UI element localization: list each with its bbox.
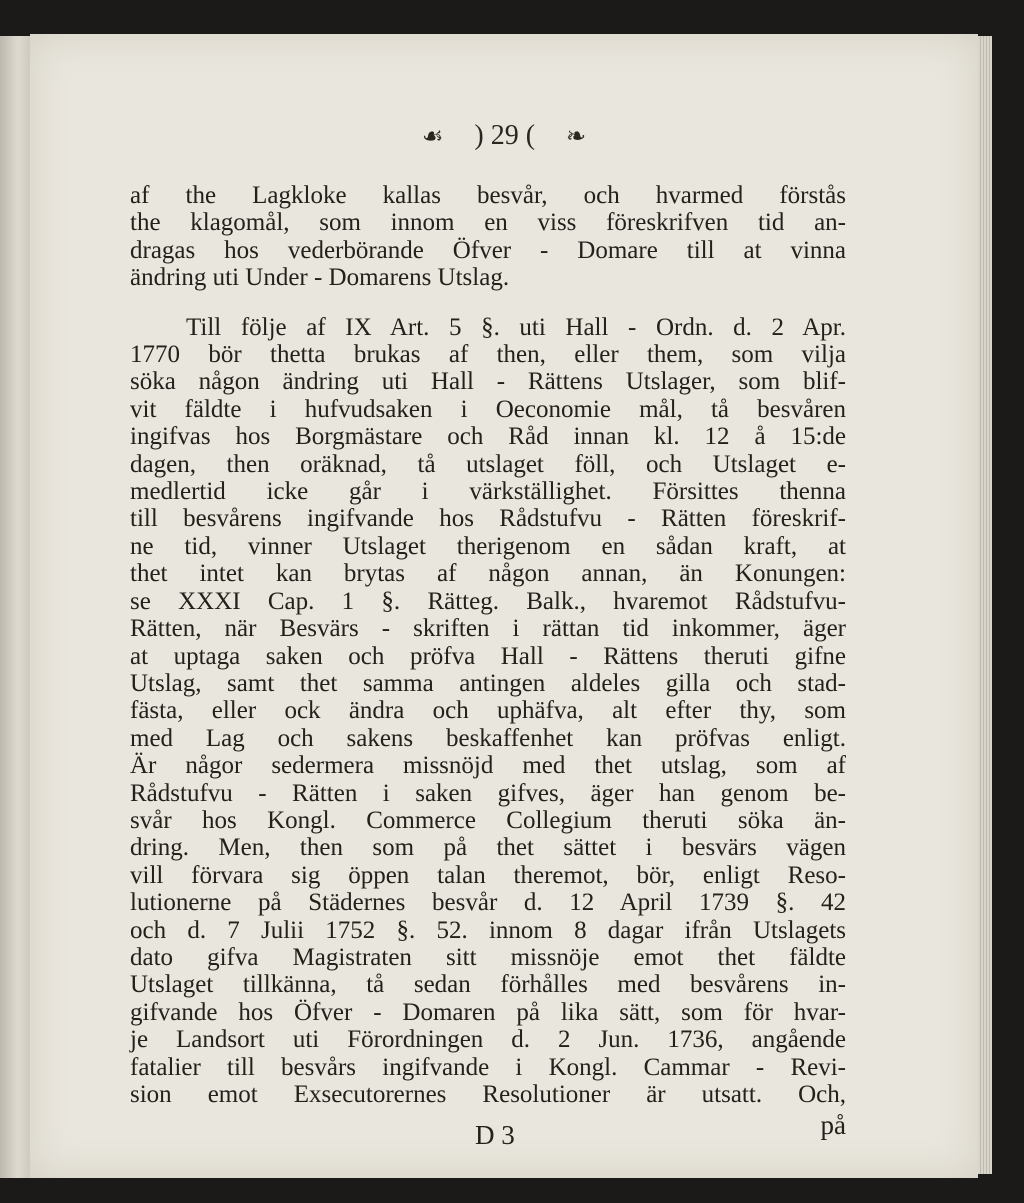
text-line: lutionerne på Städernes besvår d. 12 April 1739 §. 42 <box>130 889 846 917</box>
text-line: se XXXI Cap. 1 §. Rätteg. Balk., hvaremot Rådstufvu- <box>130 587 846 615</box>
text-line: Utslaget tillkänna, tå sedan förhålles med besvårens in- <box>130 971 846 999</box>
text-line: med Lag och sakens beskaffenhet kan pröfvas enligt. <box>130 724 846 752</box>
text-line: 1770 bör thetta brukas af then, eller them, som vilja <box>130 341 846 369</box>
text-line: Rådstufvu - Rätten i saken gifves, äger han genom be- <box>130 779 846 807</box>
catchword: på <box>820 1110 846 1140</box>
text-line: dragas hos vederbörande Öfver - Domare till at vinna <box>130 236 846 264</box>
text-line: vill förvara sig öppen talan theremot, bör, enligt Reso- <box>130 861 846 889</box>
page-number: ) 29 ( <box>474 120 536 151</box>
text-line: sion emot Exsecutorernes Resolutioner är utsatt. Och, <box>130 1081 846 1108</box>
signature-mark: D 3 <box>475 1120 515 1150</box>
text-line: svår hos Kongl. Commerce Collegium theruti söka än- <box>130 806 846 834</box>
text-line: vit fäldte i hufvudsaken i Oeconomie mål, tå besvåren <box>130 395 846 423</box>
text-line: gifvande hos Öfver - Domaren på lika sätt, som för hvar- <box>130 998 846 1026</box>
text-line: at uptaga saken och pröfva Hall - Rättens theruti gifne <box>130 642 846 670</box>
right-page-edge <box>978 36 992 1174</box>
body-text <box>130 182 846 1108</box>
text-line: dato gifva Magistraten sitt missnöje emot thet fäldte <box>130 943 846 971</box>
ornament-left-icon: ☙ <box>421 124 444 150</box>
text-line: ne tid, vinner Utslaget therigenom en sådan kraft, at <box>130 532 846 560</box>
text-line: Rätten, när Besvärs - skriften i rättan tid inkommer, äger <box>130 615 846 643</box>
text-line: och d. 7 Julii 1752 §. 52. innom 8 dagar ifrån Utslagets <box>130 916 846 944</box>
text-line: dring. Men, then som på thet sättet i besvärs vägen <box>130 834 846 862</box>
text-line: Utslag, samt thet samma antingen aldeles gilla och stad- <box>130 669 846 697</box>
text-line: af the Lagkloke kallas besvår, och hvarmed förstås <box>130 182 846 209</box>
text-line: dagen, then oräknad, tå utslaget föll, och Utslaget e- <box>130 450 846 478</box>
text-line: till besvårens ingifvande hos Rådstufvu - Rätten föreskrif- <box>130 505 846 533</box>
text-line: je Landsort uti Förordningen d. 2 Jun. 1736, angående <box>130 1026 846 1054</box>
text-line: medlertid icke går i värkställighet. Försittes thenna <box>130 478 846 506</box>
text-line: ingifvas hos Borgmästare och Råd innan kl. 12 å 15:de <box>130 423 846 451</box>
book-page <box>30 34 978 1178</box>
text-line: Är någor sedermera missnöjd med thet utslag, som af <box>130 752 846 780</box>
text-line: thet intet kan brytas af någon annan, än Konungen: <box>130 560 846 588</box>
text-line: söka någon ändring uti Hall - Rättens Utslager, som blif- <box>130 368 846 396</box>
text-line: fatalier till besvårs ingifvande i Kongl. Cammar - Revi- <box>130 1053 846 1081</box>
ornament-right-icon: ❧ <box>566 124 587 150</box>
page-header <box>30 120 978 152</box>
left-page-edge <box>0 36 30 1178</box>
text-line: ändring uti Under - Domarens Utslag. <box>130 264 510 292</box>
text-line: fästa, eller ock ändra och uphäfva, alt efter thy, som <box>130 697 846 725</box>
text-line: the klagomål, som innom en viss föreskrifven tid an- <box>130 209 846 237</box>
text-line: Till följe af IX Art. 5 §. uti Hall - Ordn. d. 2 Apr. <box>186 313 846 341</box>
